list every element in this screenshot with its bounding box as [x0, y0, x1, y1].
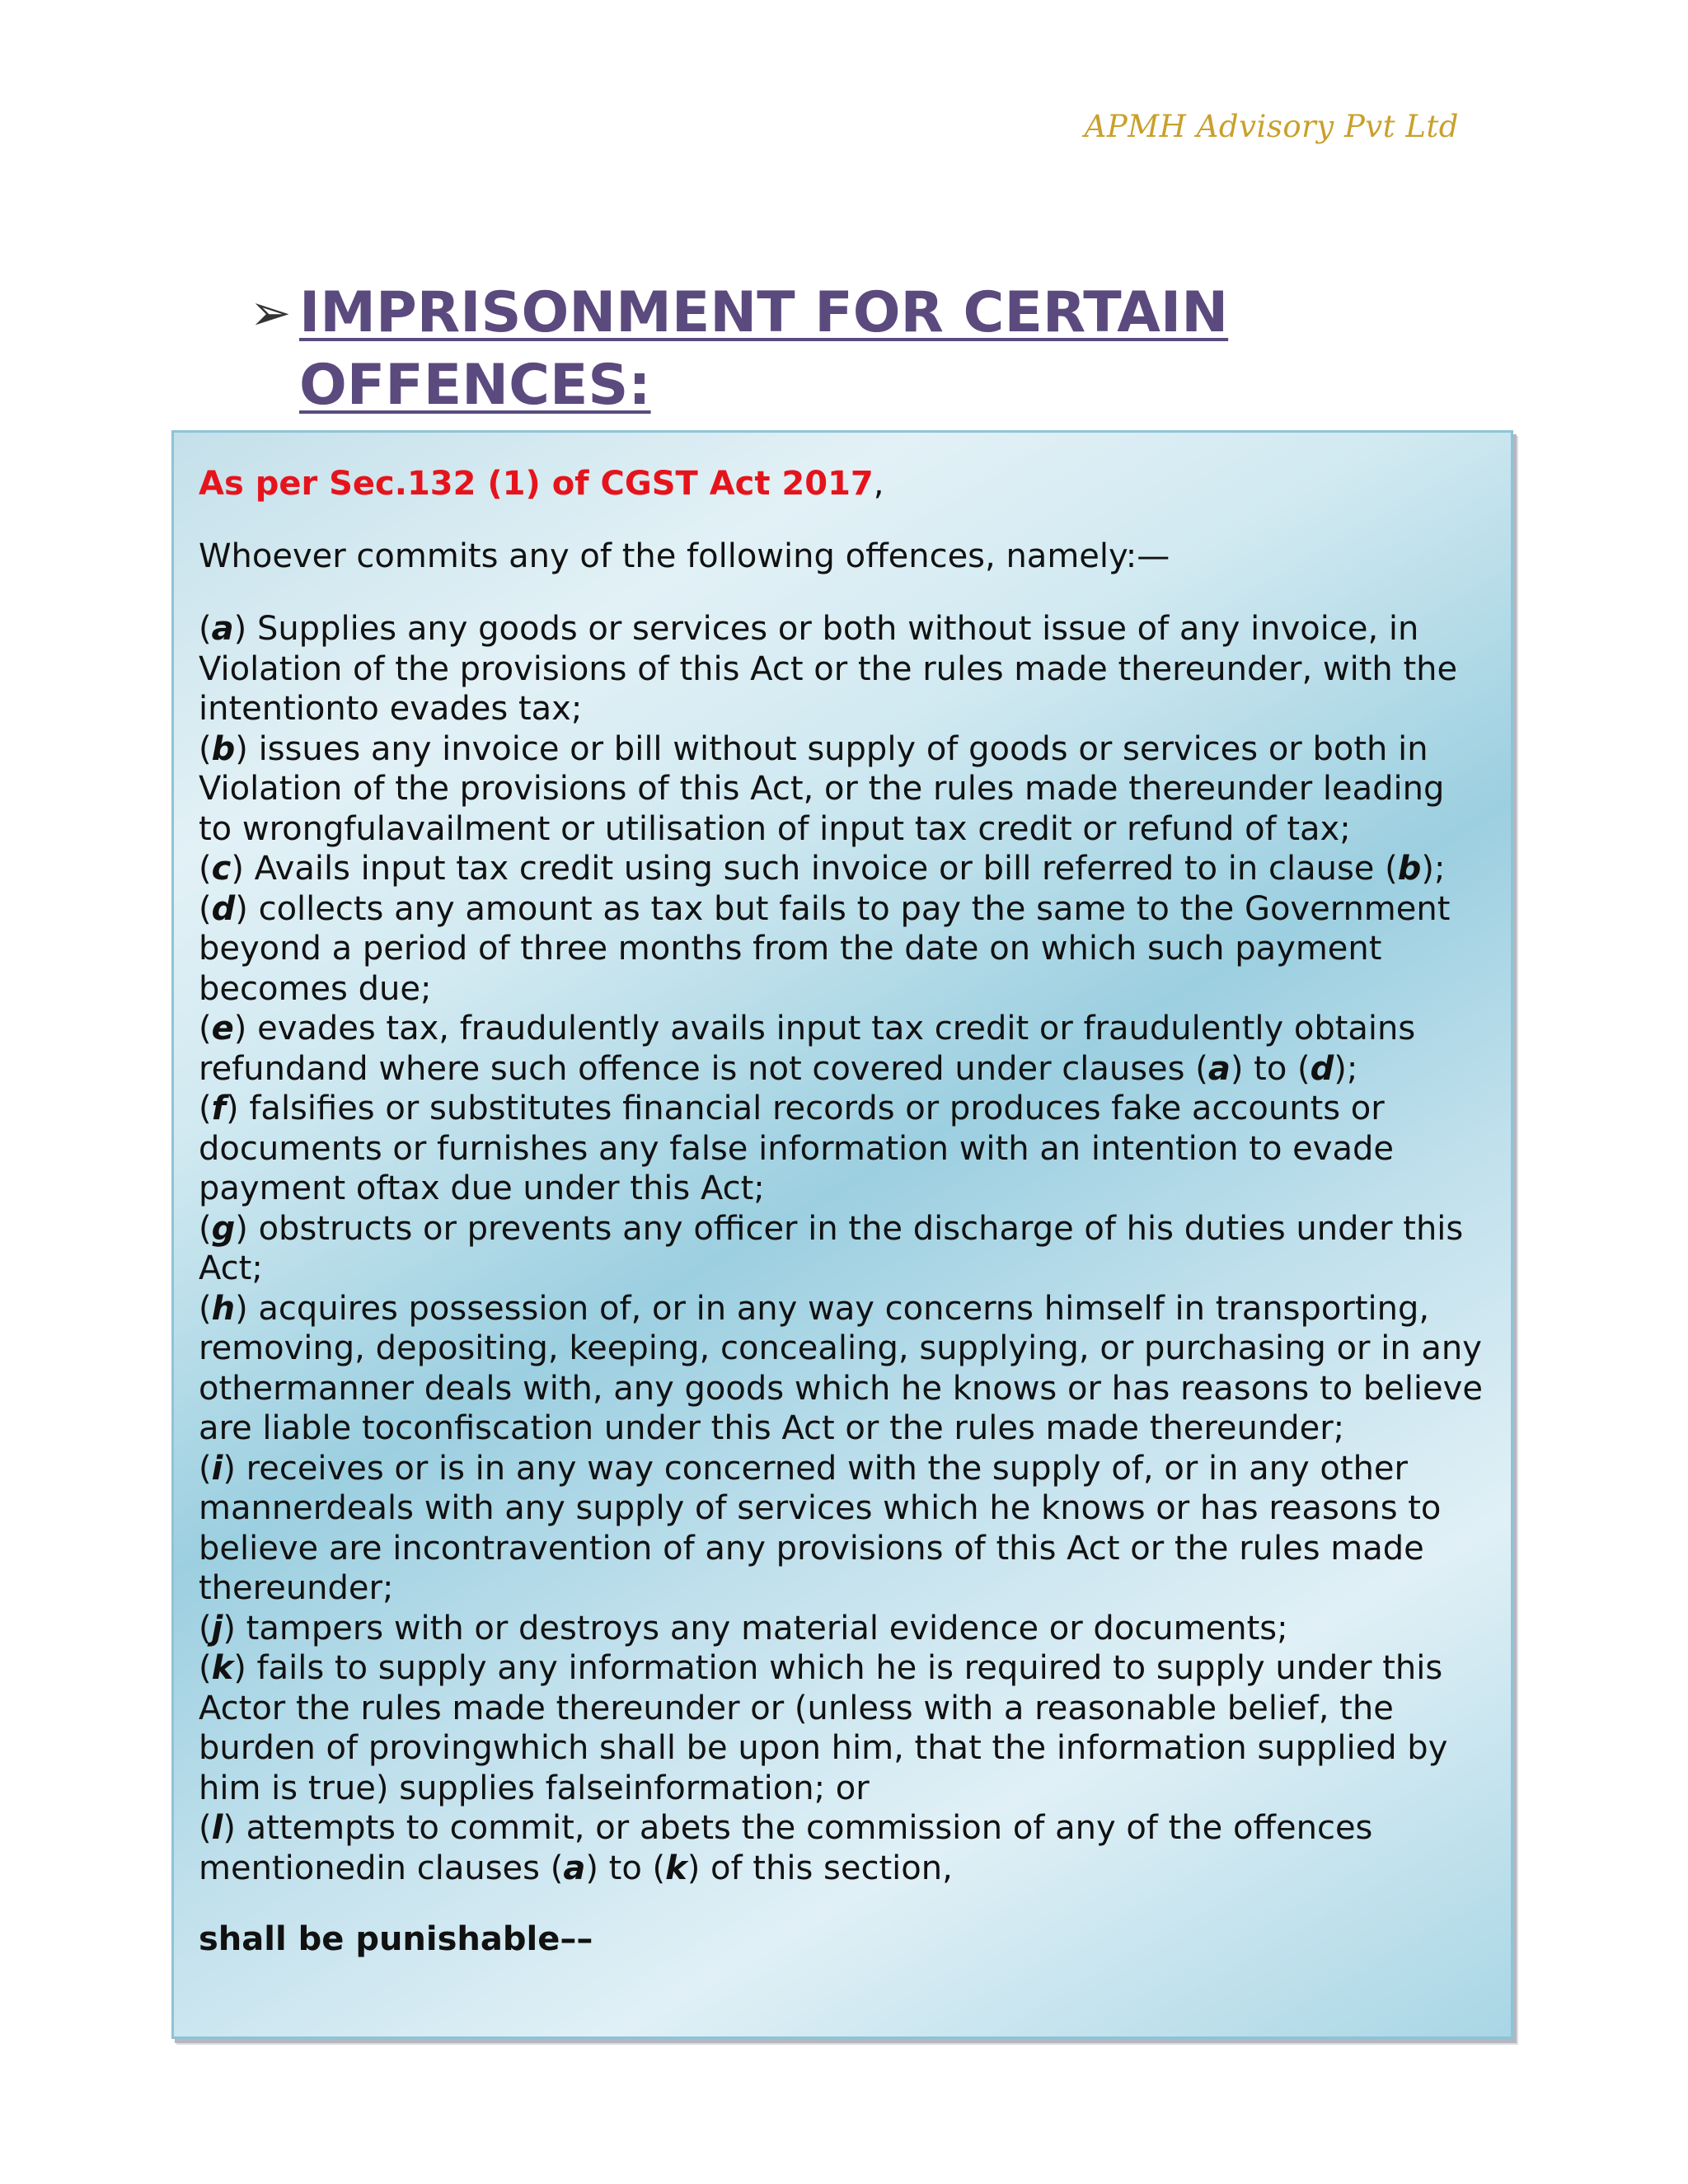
clause-reference-letter: k — [665, 1849, 687, 1887]
clause-text: collects any amount as tax but fails to pay the same to the Government beyond a period of three months from the date on which such payment becomes due; — [199, 889, 1451, 1008]
clause-letter: c — [211, 850, 232, 888]
arrow-bullet-icon: ➢ — [250, 284, 292, 342]
clause-letter: d — [211, 889, 236, 928]
clause-text: obstructs or prevents any officer in the discharge of his duties under this Act; — [199, 1209, 1464, 1287]
clause-text: ) of this section, — [687, 1849, 953, 1887]
offences-panel — [171, 430, 1513, 2039]
clause-letter: l — [211, 1809, 223, 1847]
clause-letter: e — [211, 1010, 234, 1047]
intro-text: Whoever commits any of the following offences, namely:— — [199, 537, 1170, 575]
clause-text: evades tax, fraudulently avails input tax credit or fraudulently obtains refundand where such offence is not covered under clauses ( — [199, 1010, 1416, 1088]
clause-letter: h — [211, 1289, 236, 1328]
clause-reference-letter: a — [563, 1849, 586, 1887]
clause-letter: f — [211, 1090, 227, 1127]
clause-text: attempts to commit, or abets the commission of any of the offences mentionedin clauses ( — [199, 1809, 1373, 1887]
clause-letter: i — [211, 1449, 223, 1488]
clause-text: falsifies or substitutes financial records or produces fake accounts or documents or furnishes any false information with an intention to evade payment oftax due under this Act; — [199, 1090, 1394, 1207]
section-title: IMPRISONMENT FOR CERTAIN OFFENCES: — [299, 280, 1229, 418]
clause-reference-letter: a — [1207, 1049, 1231, 1088]
clause-k: (k) fails to supply any information which he is required to supply under this Actor the rules made thereunder or (unless with a reasonable belief, the burden of provingwhich shall be upon him, that the information supplied by him is true) supplies falseinformation; or — [199, 1649, 1448, 1807]
clause-text: Supplies any goods or services or both without issue of any invoice, in Violation of the provisions of this Act or the rules made thereunder, with the intentionto evades tax; — [199, 610, 1458, 728]
clause-text: ) to ( — [1230, 1049, 1311, 1088]
clause-text: tampers with or destroys any material evidence or documents; — [246, 1609, 1288, 1647]
clause-b: (b) issues any invoice or bill without supply of goods or services or both in Violation of the provisions of this Act, or the rules made thereunder leading to wrongfulavailment or utilisation of input tax credit or refund of tax; — [199, 729, 1445, 848]
closing-text: shall be punishable–– — [199, 1920, 593, 1958]
clause-letter: g — [211, 1209, 236, 1248]
clause-text: receives or is in any way concerned with the supply of, or in any other mannerdeals with any supply of services which he knows or has reasons to believe are incontravention of any provisions of this Act or the rules made thereunder; — [199, 1449, 1442, 1607]
reference-comma: , — [873, 465, 884, 503]
clause-i: (i) receives or is in any way concerned with the supply of, or in any other mannerdeals with any supply of services which he knows or has reasons to believe are incontravention of any provisions of this Act or the rules made thereunder; — [199, 1449, 1442, 1607]
clause-reference-letter: d — [1310, 1049, 1334, 1088]
clause-letter: b — [211, 729, 236, 768]
clause-text: ) to ( — [585, 1849, 666, 1887]
section-reference — [199, 464, 1486, 504]
clause-j: (j) tampers with or destroys any material evidence or documents; — [199, 1609, 1288, 1647]
clause-e: (e) evades tax, fraudulently avails input tax credit or fraudulently obtains refundand where such offence is not covered under clauses (a) to (d); — [199, 1010, 1416, 1088]
clause-a: (a) Supplies any goods or services or both without issue of any invoice, in Violation of the provisions of this Act or the rules made thereunder, with the intentionto evades tax; — [199, 610, 1458, 728]
clause-text: acquires possession of, or in any way concerns himself in transporting, removing, depositing, keeping, concealing, supplying, or purchasing or in any othermanner deals with, any goods which he knows or has reasons to believe are liable toconfiscation under this Act or the rules made thereunder; — [199, 1289, 1483, 1447]
clause-reference-letter: b — [1397, 850, 1422, 888]
clause-list — [199, 609, 1486, 1888]
clause-text: ); — [1421, 850, 1446, 888]
clause-f: (f) falsifies or substitutes financial records or produces fake accounts or documents or furnishes any false information with an intention to evade payment oftax due under this Act; — [199, 1090, 1394, 1207]
clause-text: ); — [1334, 1049, 1358, 1088]
section-heading — [250, 277, 1321, 422]
clause-l: (l) attempts to commit, or abets the commission of any of the offences mentionedin clauses (a) to (k) of this section, — [199, 1809, 1373, 1887]
clause-text: fails to supply any information which he is required to supply under this Actor the rules made thereunder or (unless with a reasonable belief, the burden of provingwhich shall be upon him, that the information supplied by him is true) supplies falseinformation; or — [199, 1649, 1448, 1807]
clause-c: (c) Avails input tax credit using such invoice or bill referred to in clause (b); — [199, 850, 1446, 888]
clause-g: (g) obstructs or prevents any officer in the discharge of his duties under this Act; — [199, 1209, 1464, 1287]
reference-text: As per Sec.132 (1) of CGST Act 2017 — [199, 465, 874, 503]
brand-logo-text: APMH Advisory Pvt Ltd — [1084, 109, 1459, 144]
clause-text: issues any invoice or bill without supply of goods or services or both in Violation of the provisions of this Act, or the rules made thereunder leading to wrongfulavailment or utilisation of input tax credit or refund of tax; — [199, 729, 1445, 848]
clause-letter: a — [211, 610, 234, 648]
clause-text: Avails input tax credit using such invoice or bill referred to in clause ( — [254, 850, 1398, 888]
clause-d: (d) collects any amount as tax but fails to pay the same to the Government beyond a period of three months from the date on which such payment becomes due; — [199, 889, 1451, 1008]
clause-h: (h) acquires possession of, or in any way concerns himself in transporting, removing, depositing, keeping, concealing, supplying, or purchasing or in any othermanner deals with, any goods which he knows or has reasons to believe are liable toconfiscation under this Act or the rules made thereunder; — [199, 1289, 1483, 1447]
clause-letter: j — [211, 1609, 223, 1647]
clause-letter: k — [211, 1649, 234, 1687]
